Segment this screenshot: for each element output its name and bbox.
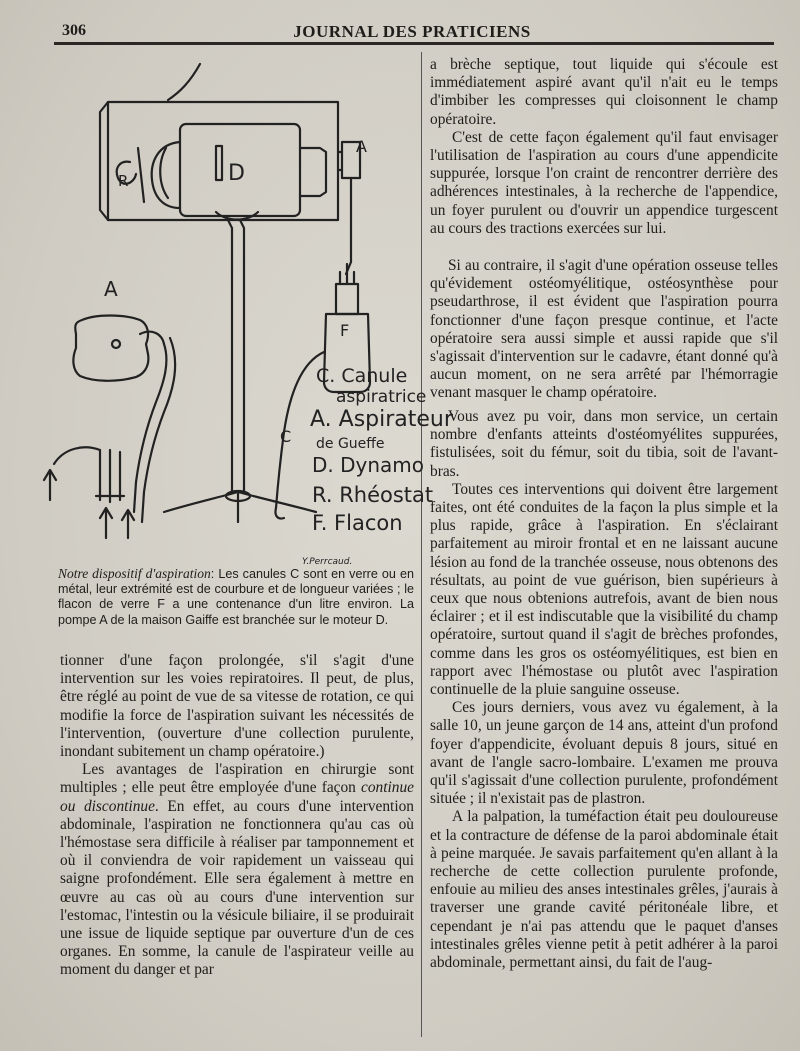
left-column-text	[60, 652, 414, 980]
arrow-up-1	[44, 470, 56, 500]
emphasis-continue: continue ou discontinue	[60, 779, 414, 815]
label-a-top: A	[356, 137, 367, 156]
left-pump-body	[73, 316, 148, 381]
manifold-arc	[54, 447, 100, 464]
label-a-left: A	[104, 277, 118, 301]
header-rule	[54, 42, 774, 45]
legend-line-5: D. Dynamo	[312, 453, 425, 477]
arrow-up-3	[122, 510, 134, 538]
legend-line-3: A. Aspirateur	[310, 407, 453, 432]
right-paragraph-6: Ces jours derniers, vous avez vu également, à la salle 10, un jeune garçon de 14 ans, atteint d'un profond foyer d'appendicite, évoluant depuis 8 jours, situé en avant de l'angle sacro-lombaire. L'examen me prouva qu'il s'agissait d'une collection purulente, profondément située ; il n'existait pas de plastron.	[430, 699, 778, 808]
legend-line-7: F. Flacon	[312, 511, 403, 535]
legend-line-2: aspiratrice	[336, 387, 427, 407]
caption-lead: Notre dispositif d'aspiration	[58, 566, 211, 581]
caption-text: : Les canules C sont en verre ou en métal, leur extrémité est de courbure et de longueur variées ; le flacon de verre F a une contenance d'un litre environ. La pompe A de la maison Gaiffe est branchée sur le moteur D.	[58, 567, 414, 627]
right-paragraph-4: Vous avez pu voir, dans mon service, un certain nombre d'enfants atteints d'ostéomyélites suppurées, fistulisées, soit du fémur, soit du tibia, soit de l'avant-bras.	[430, 408, 778, 480]
right-paragraph-5: Toutes ces interventions qui doivent être largement faites, ont été conduites de la façon la plus simple et la plus rapide, grâce à l'aspiration. En s'éclairant parfaitement au miroir frontal et en ne laissant aucune lésion au fond de la tranchée osseuse, nous obtenons des résultats, au point de vue guérison, bien supérieurs à ceux que nous obtenions autrefois, avant de bien nous éclairer ; et il est indiscutable que la visibilité du champ opératoire, surtout quand il s'agit de brèches profondes, comme dans les gros os ostéomyélitiques, est bien en rapport avec l'hémostase ou plutôt avec l'aspiration continuelle de la pluie sanguine osseuse.	[430, 480, 778, 699]
aspiration-apparatus-figure	[40, 52, 453, 572]
arrow-up-2	[100, 508, 112, 538]
power-cord	[168, 64, 200, 100]
stand-pole	[228, 220, 232, 492]
figure-caption	[58, 566, 414, 628]
left-pump-tube	[134, 344, 166, 512]
column-divider	[421, 52, 422, 1037]
running-title: JOURNAL DES PRATICIENS	[293, 22, 531, 41]
page-header	[48, 14, 776, 44]
label-f: F	[340, 321, 350, 340]
page-number: 306	[62, 22, 86, 39]
right-paragraph-3: Si au contraire, il s'agit d'une opération osseuse telles qu'évidement ostéomyélitique, ostéosynthèse pour pseudarthrose, il est évident que l'aspiration pourra fonctionner d'une façon presque continue, et l'acte opératoire sera aussi simple et aussi rapide que s'il s'agissait d'intervention sur le cadavre, étant donné qu'à aucun moment, on ne sera arrêté par l'hémorragie venant masquer le champ opératoire.	[430, 257, 778, 402]
left-paragraph-2: Les avantages de l'aspiration en chirurgie sont multiples ; elle peut être employée d'une façon continue ou discontinue. En effet, au cours d'une intervention abdominale, l'aspiration ne fonctionnera qu'au cas où l'hémostase sera difficile à réaliser par tamponnement et où il conviendra de voir rapidement un vaisseau qui saigne profondément. Elle sera également à mettre en œuvre au cas où au cours d'une intervention sur l'estomac, l'intestin ou la vésicule biliaire, il se produirait une issue de liquide septique par ouverture d'un de ces organes. En somme, la canule de l'aspirateur veille au moment du danger et par	[60, 761, 414, 979]
artist-signature: Y.Perrcaud.	[302, 557, 353, 567]
legend-line-6: R. Rhéostat	[312, 483, 434, 507]
label-r: R	[118, 172, 129, 190]
left-paragraph-1: tionner d'une façon prolongée, s'il s'agit d'une intervention sur les voies repiratoires. Il peut, de plus, être réglé au point de vue de sa vitesse de rotation, ce qui modifie la force de l'aspiration suivant les nécessités de l'intervention, (ouverture d'une collection purulente, inondant subitement un champ opératoire.)	[60, 652, 414, 761]
right-paragraph-7: A la palpation, la tuméfaction était peu douloureuse et la contracture de défense de la paroi abdominale était à peine marquée. Je savais parfaitement qu'en allant à la recherche de cette collection purulente profonde, enfouie au milieu des anses intestinales grêles, j'aurais à traverser une grande cavité péritonéale libre, et cependant je n'ai pas attendu que le paquet d'anses intestinales grêles vienne petit à petit adhérer à la paroi abdominale, permettant ainsi, du fait de l'aug-	[430, 808, 778, 972]
right-paragraph-2: C'est de cette façon également qu'il faut envisager l'utilisation de l'aspiration au cours d'une appendicite suppurée, lorsque l'on craint de rencontrer derrière des adhérences intestinales, à la recherche de l'appendice, un foyer purulent ou d'ouvrir un appendice turgescent au cours des tractions exercées sur lui.	[430, 128, 778, 237]
label-d: D	[228, 161, 245, 186]
right-column-top	[430, 56, 778, 238]
right-column-middle	[430, 257, 778, 403]
legend-line-4: de Gueffe	[316, 436, 385, 452]
right-column-bottom	[430, 408, 778, 972]
legend-line-1: C. Canule	[316, 365, 408, 387]
label-c: C	[280, 427, 292, 446]
right-paragraph-1: a brèche septique, tout liquide qui s'écoule est immédiatement aspiré avant qu'il n'ait eu le temps d'imbiber les compresses qui cloisonnent le champ opératoire.	[430, 56, 778, 128]
